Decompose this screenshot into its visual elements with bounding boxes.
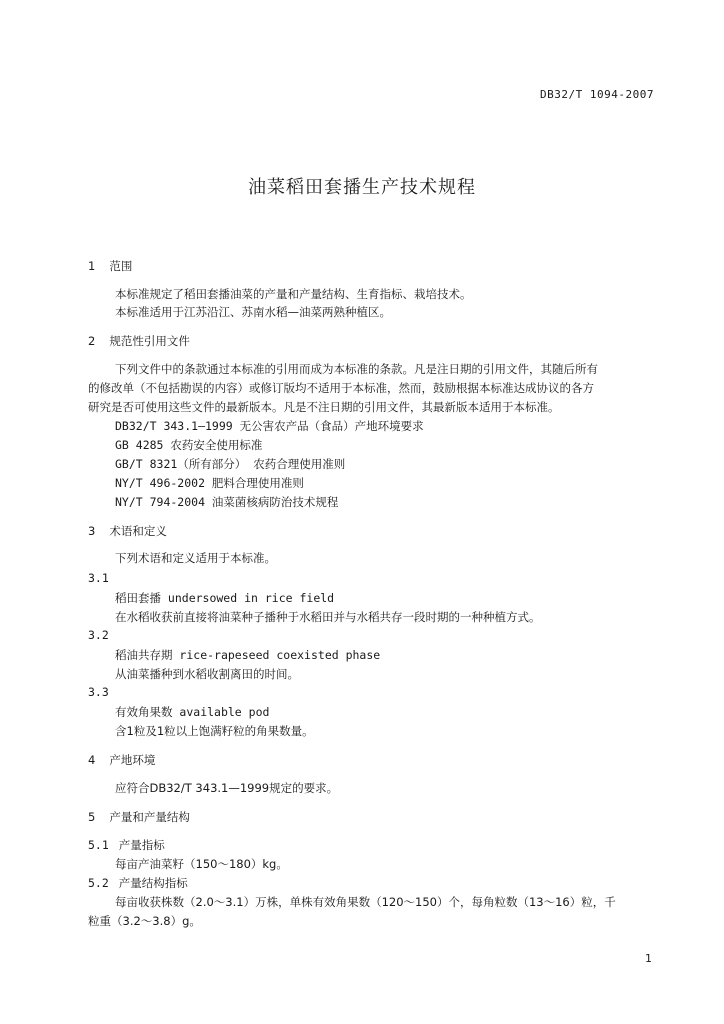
section-3-heading [88, 523, 167, 539]
section-2-heading [88, 333, 190, 349]
term-name: 有效角果数 available pod [115, 705, 270, 719]
paragraph: 每亩收获株数（2.0～3.1）万株，单株有效角果数（120～150）个，每角粒数（13～16）粒，千 [115, 895, 616, 909]
term-definition: 从油菜播种到水稻收割离田的时间。 [115, 667, 299, 681]
page-number: 1 [645, 952, 652, 965]
paragraph: 本标准规定了稻田套播油菜的产量和产量结构、生育指标、栽培技术。 [115, 287, 472, 301]
term-definition: 在水稻收获前直接将油菜种子播种于水稻田并与水稻共存一段时期的一种种植方式。 [115, 610, 541, 624]
section-title: 术语和定义 [109, 524, 167, 538]
section-5-heading [88, 809, 190, 825]
subsection-number: 5.2 [88, 876, 109, 890]
subsection-title: 产量结构指标 [118, 876, 188, 890]
term-name: 稻油共存期 rice-rapeseed coexisted phase [115, 648, 381, 662]
paragraph: 应符合DB32/T 343.1—1999规定的要求。 [115, 781, 339, 795]
reference-item: DB32/T 343.1—1999 无公害农产品（食品）产地环境要求 [115, 419, 424, 433]
section-4-heading [88, 752, 155, 768]
document-title: 油菜稻田套播生产技术规程 [248, 177, 476, 198]
reference-item: NY/T 794-2004 油菜菌核病防治技术规程 [115, 495, 339, 509]
section-title: 范围 [109, 259, 133, 273]
section-number: 5 [88, 810, 96, 824]
paragraph: 粒重（3.2～3.8）g。 [88, 914, 201, 928]
reference-item: NY/T 496-2002 肥料合理使用准则 [115, 476, 304, 490]
section-number: 4 [88, 753, 96, 767]
term-number: 3.1 [88, 571, 109, 585]
section-title: 产量和产量结构 [109, 810, 190, 824]
subsection-5-1-heading [88, 837, 165, 853]
term-definition: 含1粒及1粒以上饱满籽粒的角果数量。 [115, 724, 314, 738]
reference-item: GB 4285 农药安全使用标准 [115, 438, 263, 452]
section-1-heading [88, 258, 132, 274]
section-title: 产地环境 [109, 753, 156, 767]
section-number: 2 [88, 334, 96, 348]
section-number: 1 [88, 259, 96, 273]
term-number: 3.2 [88, 628, 109, 642]
reference-item: GB/T 8321（所有部分） 农药合理使用准则 [115, 457, 346, 471]
subsection-number: 5.1 [88, 838, 109, 852]
section-title: 规范性引用文件 [109, 334, 190, 348]
term-number: 3.3 [88, 685, 109, 699]
section-number: 3 [88, 524, 96, 538]
term-name: 稻田套播 undersowed in rice field [115, 591, 335, 605]
paragraph: 的修改单（不包括勘误的内容）或修订版均不适用于本标准，然而，鼓励根据本标准达成协议的各方 [88, 381, 594, 395]
paragraph: 研究是否可使用这些文件的最新版本。凡是不注日期的引用文件，其最新版本适用于本标准。 [88, 400, 560, 414]
paragraph: 每亩产油菜籽（150～180）kg。 [115, 857, 288, 871]
subsection-title: 产量指标 [118, 838, 165, 852]
document-code: DB32/T 1094-2007 [540, 88, 654, 101]
paragraph: 本标准适用于江苏沿江、苏南水稻—油菜两熟种植区。 [115, 305, 391, 319]
subsection-5-2-heading [88, 875, 188, 891]
paragraph: 下列文件中的条款通过本标准的引用而成为本标准的条款。凡是注日期的引用文件，其随后所有 [115, 362, 598, 376]
paragraph: 下列术语和定义适用于本标准。 [115, 551, 276, 565]
